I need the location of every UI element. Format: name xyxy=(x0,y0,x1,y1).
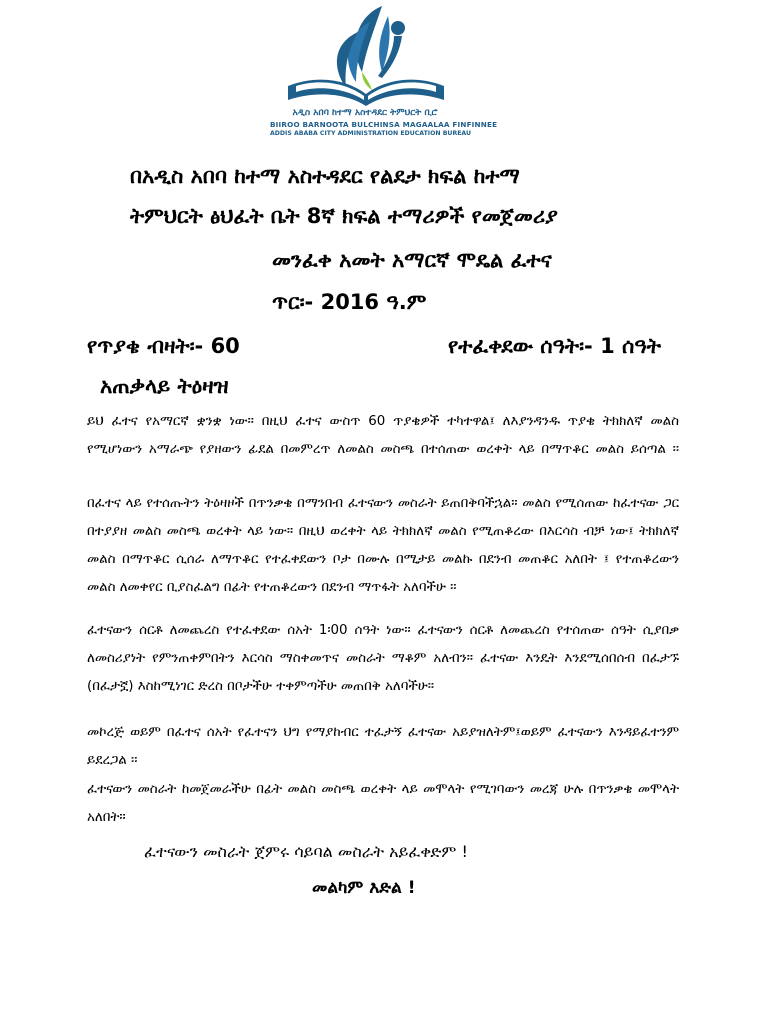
instruction-paragraph-1: ይህ ፈተና የአማርኛ ቋንቋ ነው። በዚህ ፈተና ውስጥ 60 ጥያቄዎች ተካተዋል፤ ለእያንዳንዱ ጥያቄ ትክክለኛ መልስ የሚሆነውን አማራጭ የያዘውን ፊደል በመምረጥ ለመልስ መስጫ በተሰጠው ወረቀት ላይ በማጥቆር መልስ ይሰጣል ፡፡ xyxy=(87,414,679,457)
instruction-paragraph-4: መኮረጅ ወይም በፈተና ሰአት የፈተናን ህግ የማያከብር ተፈታኝ ፈተናው አይያዝለትም፤ወይም ፈተናውን እንዳይፈተንም ይደረጋል ፡፡ xyxy=(87,725,679,768)
header-line-1: በአዲስ አበባ ከተማ አስተዳደር የልደታ ክፍል ከተማ xyxy=(130,164,520,188)
start-warning: ፈተናውን መስራት ጀምሩ ሳይባል መስራት አይፈቀድም ! xyxy=(144,842,468,861)
logo-oromo-text: BIIROO BARNOOTA BULCHINSA MAGAALAA FINFINNEE xyxy=(270,120,498,129)
education-bureau-logo xyxy=(270,2,498,152)
instruction-paragraph-2: በፈተና ላይ የተሰጡትን ትዕዛዞች በጥንቃቄ በማንበብ ፈተናውን መስራት ይጠበቅባችኋል። መልስ የሚሰጠው ከፈተናው ጋር በተያያዘ መልስ መስጫ ወረቀት ላይ ነው። በዚህ ወረቀት ላይ ትክክለኛ መልስ የሚጠቆረው በእርሳስ ብቻ ነው፤ ትክክለኛ መልስ በማጥቆር ሲሰራ ለማጥቆር የተፈቀደውን ቦታ በሙሉ በሚታይ መልኩ በደንብ መጠቆር አለበት ፤ የተጠቆረውን መልስ ለመቀየር ቢያስፈልግ በፊት የተጠቆረውን በደንብ ማጥፋት አለባችሁ ፡፡ xyxy=(87,496,679,595)
instruction-paragraph-3: ፈተናውን ሰርቶ ለመጨረስ የተፈቀደው ሰአት 1፡00 ሰዓት ነው። ፈተናውን ሰርቶ ለመጨረስ የተሰጠው ሰዓት ሲያበቃ ለመስሪያነት የምንጠቀምበትን እርሳስ ማስቀመጥና መስራት ማቆም አለብን። ፈተናው እንዴት እንደሚሰበሰብ በፈታኙ (በፈታኟ) እስከሚነገር ድረስ በቦታችሁ ተቀምጣችሁ መጠበቅ አለባችሁ፡፡ xyxy=(87,623,679,694)
instructions-title: አጠቃላይ ትዕዛዝ xyxy=(100,374,229,398)
question-count: የጥያቄ ብዛት፡- 60 xyxy=(87,334,240,358)
exam-title: መንፈቀ አመት አማርኛ ሞዴል ፈተና xyxy=(272,248,552,272)
book-and-flame-emblem xyxy=(270,2,460,112)
logo-english-text: ADDIS ABABA CITY ADMINISTRATION EDUCATION BUREAU xyxy=(270,130,472,137)
header-line-2: ትምህርት ፅህፈት ቤት 8ኛ ክፍል ተማሪዎች የመጀመሪያ xyxy=(130,204,558,228)
good-luck: መልካም እድል ! xyxy=(312,878,416,898)
time-allowed: የተፈቀደው ሰዓት፡- 1 ሰዓት xyxy=(448,334,661,358)
exam-date: ጥር፡- 2016 ዓ.ም xyxy=(272,290,427,314)
logo-amharic-text: አዲስ አበባ ከተማ አስተዳደር ትምህርት ቢሮ xyxy=(292,108,438,118)
instruction-paragraph-5: ፈተናውን መስራት ከመጀመራችሁ በፊት መልስ መስጫ ወረቀት ላይ መሞላት የሚገባውን መረጃ ሁሉ በጥንቃቄ መሞላት አለበት። xyxy=(87,782,679,825)
